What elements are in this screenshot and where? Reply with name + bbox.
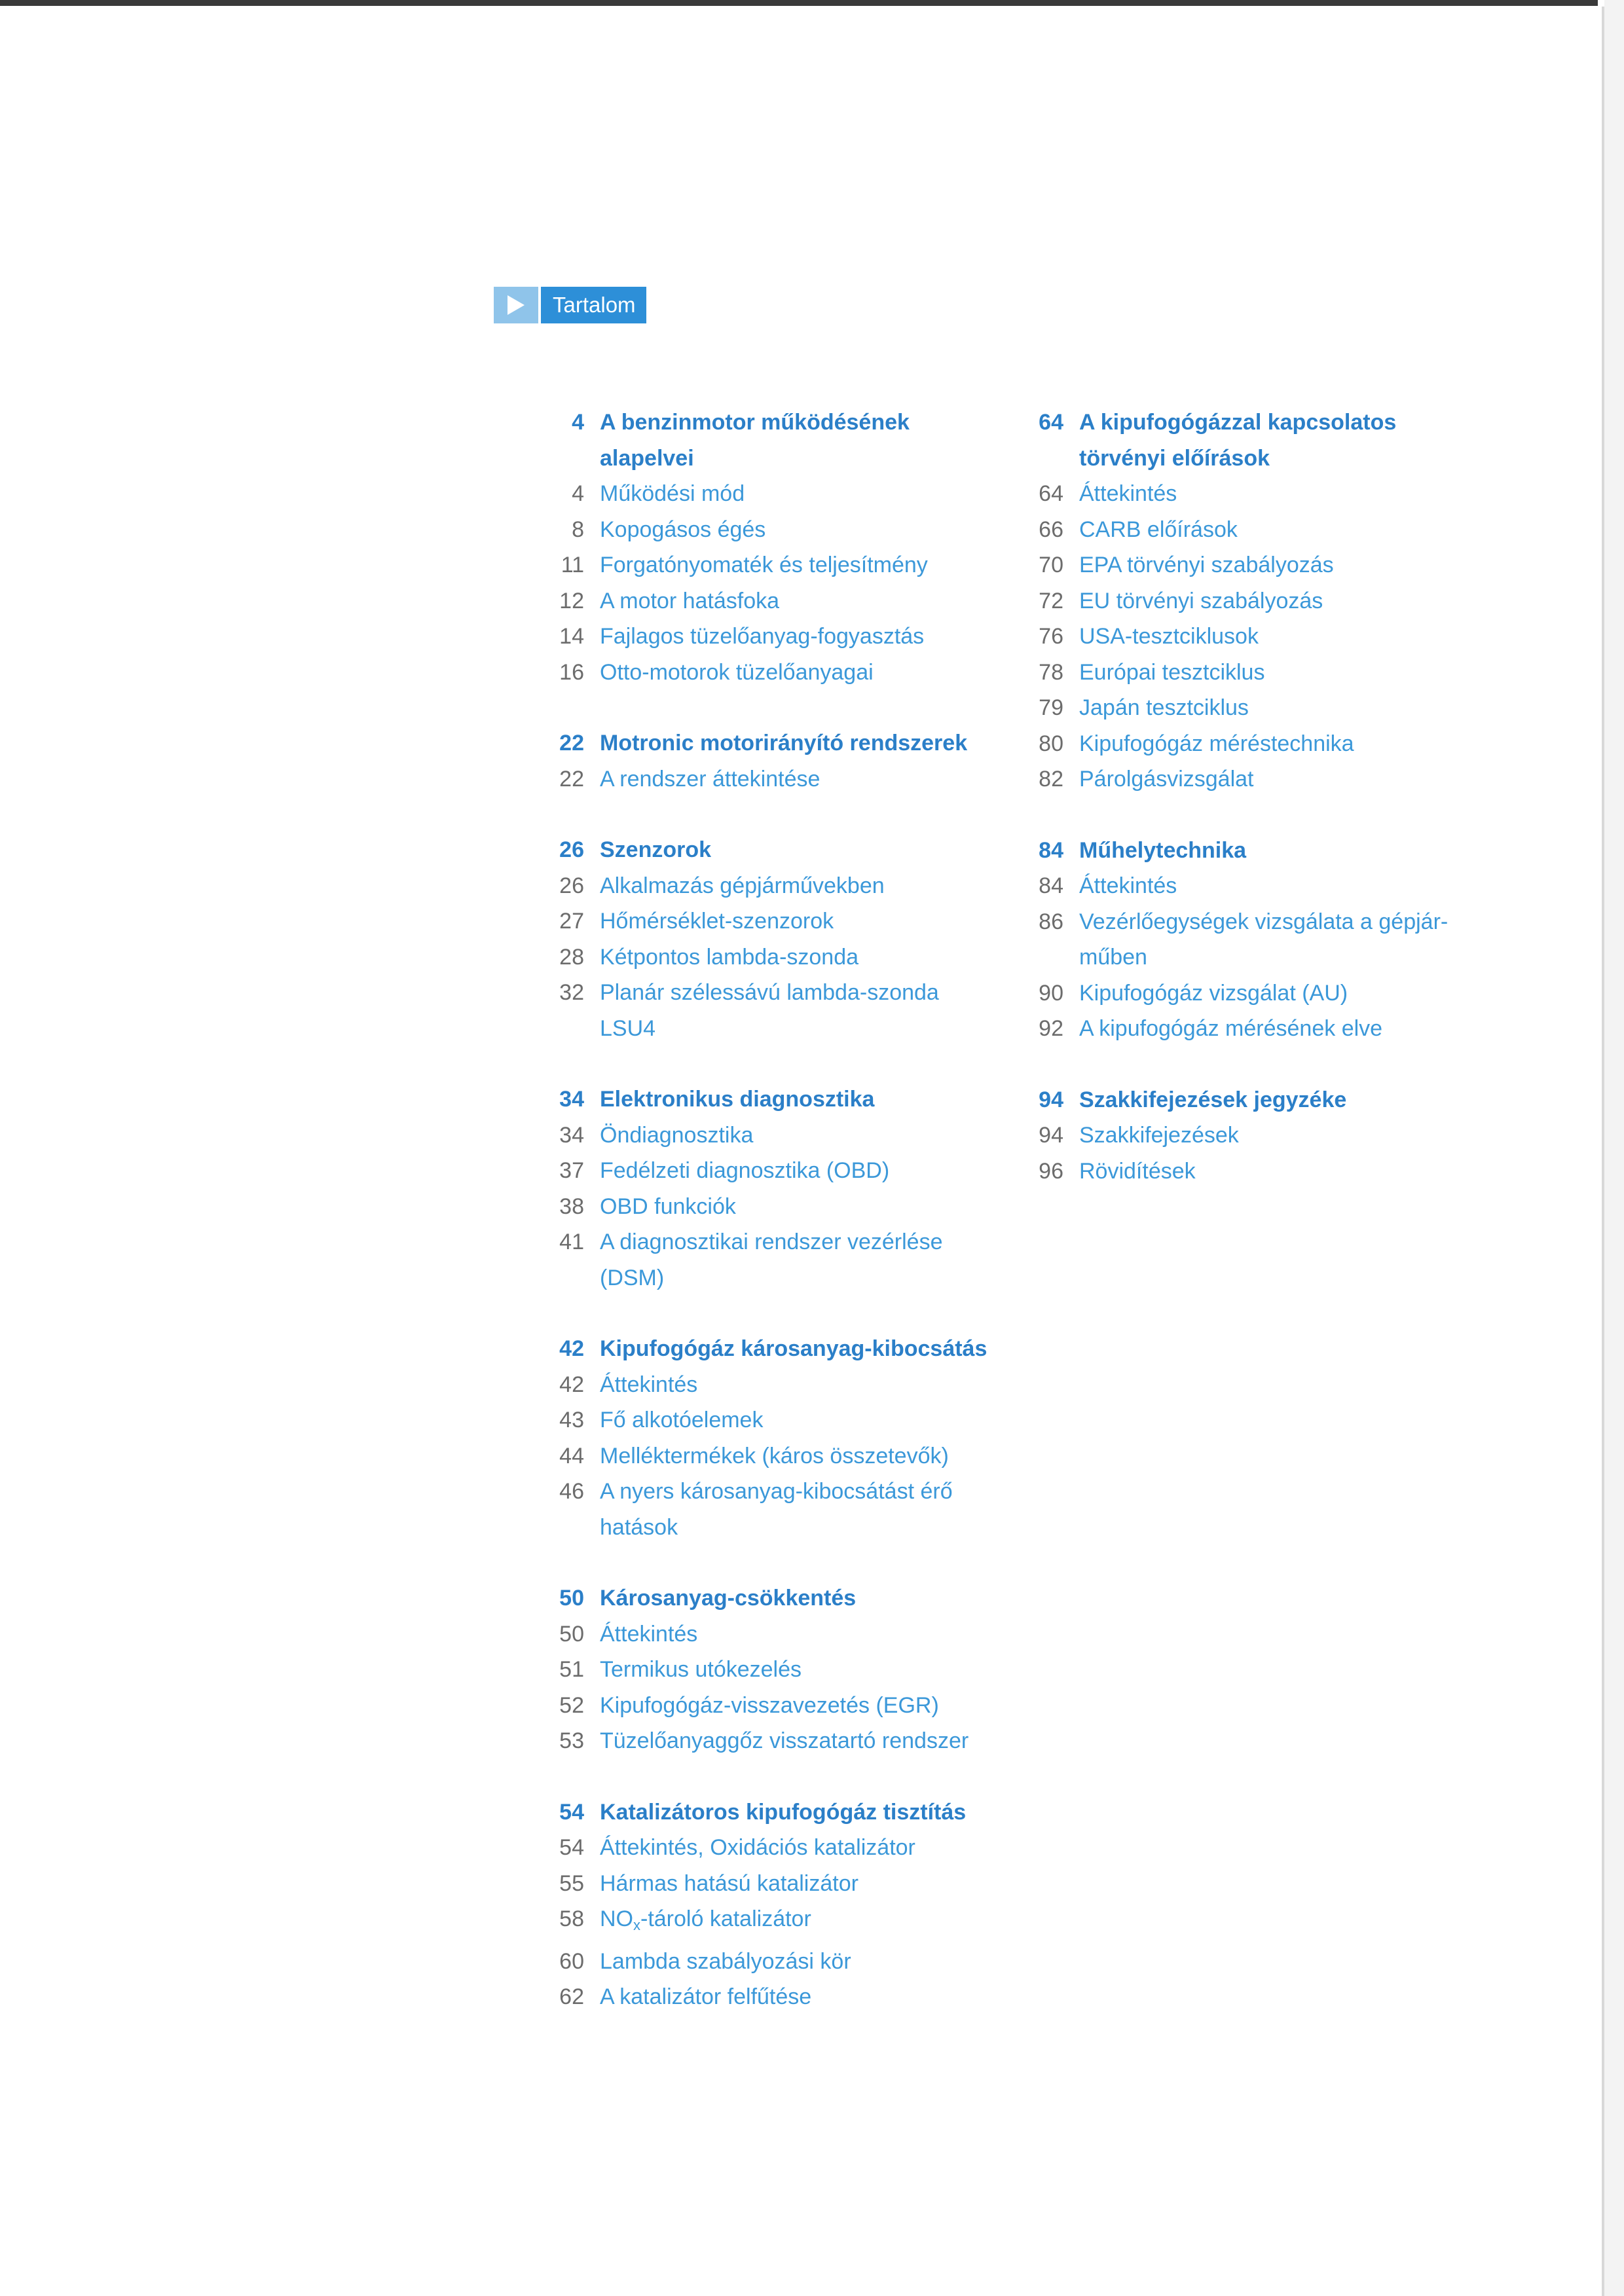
entry-page-number: 37	[559, 1158, 584, 1183]
entry-title-subscript: x	[633, 1917, 640, 1933]
toc-entry[interactable]	[544, 761, 989, 797]
toc-entry[interactable]	[544, 1652, 989, 1688]
entry-page-number: 41	[559, 1230, 584, 1254]
toc-entry[interactable]	[1023, 726, 1481, 762]
entry-title-rest: -tároló katalizátor	[640, 1906, 811, 1931]
toc-entry[interactable]	[544, 1979, 989, 2015]
toc-section	[544, 1795, 989, 2015]
entry-title: Áttekintés	[600, 1372, 698, 1397]
entry-page-number: 60	[559, 1948, 584, 1974]
toc-section	[1023, 405, 1481, 797]
entry-page-number: 82	[1039, 767, 1063, 792]
toc-section	[544, 1082, 989, 1296]
section-title: Motronic motorirányító rendszerek	[600, 731, 968, 756]
entry-page-number: 62	[559, 1984, 584, 2009]
entry-page-number: 86	[1039, 909, 1063, 934]
entry-title: Forgatónyomaték és teljesítmény	[600, 553, 928, 577]
entry-title: EPA törvényi szabályozás	[1079, 553, 1334, 577]
section-title: Szakkifejezések jegyzéke	[1079, 1087, 1347, 1112]
entry-title: OBD funkciók	[600, 1194, 736, 1219]
section-title: Katalizátoros kipufogógáz tisztítás	[600, 1799, 967, 1825]
toc-entry[interactable]	[544, 1189, 989, 1225]
entry-title: Kopogásos égés	[600, 517, 766, 542]
entry-page-number: 55	[559, 1870, 584, 1896]
section-page-number: 42	[559, 1336, 584, 1361]
entry-page-number: 32	[559, 980, 584, 1005]
section-page-number: 34	[559, 1087, 584, 1112]
entry-title: Áttekintés, Oxidációs katalizátor	[600, 1835, 915, 1860]
entry-page-number: 64	[1039, 481, 1063, 506]
toc-entry[interactable]	[544, 1367, 989, 1403]
toc-entry[interactable]	[1023, 761, 1481, 797]
toc-entry[interactable]	[544, 1830, 989, 1866]
entry-title: Kétpontos lambda-szonda	[600, 944, 859, 970]
toc-entry[interactable]	[544, 1402, 989, 1438]
section-title: A benzinmotor működésének alapelvei	[600, 410, 910, 471]
toc-entry[interactable]	[544, 547, 989, 583]
toc-entry[interactable]	[544, 583, 989, 619]
toc-entry[interactable]	[1023, 1011, 1481, 1047]
section-heading[interactable]	[544, 405, 989, 476]
entry-title: Kipufogógáz méréstechnika	[1079, 731, 1354, 756]
entry-title: USA-tesztciklusok	[1079, 624, 1259, 649]
section-heading[interactable]	[1023, 1082, 1481, 1118]
entry-page-number: 54	[559, 1835, 584, 1860]
entry-page-number: 4	[572, 481, 584, 506]
entry-title: Hármas hatású katalizátor	[600, 1870, 858, 1896]
entry-page-number: 78	[1039, 659, 1063, 685]
toc-entry[interactable]	[1023, 583, 1481, 619]
entry-page-number: 34	[559, 1122, 584, 1148]
entry-title: Európai tesztciklus	[1079, 659, 1265, 685]
toc-entry[interactable]	[544, 1118, 989, 1154]
tab-arrow-box	[494, 287, 538, 323]
entry-page-number: 53	[559, 1728, 584, 1753]
section-heading[interactable]	[544, 1082, 989, 1118]
toc-section	[1023, 1082, 1481, 1190]
toc-section	[544, 832, 989, 1046]
entry-page-number: 38	[559, 1194, 584, 1219]
play-arrow-icon	[507, 295, 525, 315]
section-page-number: 4	[572, 410, 584, 435]
entry-title: CARB előírások	[1079, 517, 1238, 542]
entry-title: Működési mód	[600, 481, 745, 506]
section-page-number: 54	[559, 1799, 584, 1825]
page-edge-line	[1602, 7, 1604, 2296]
toc-entry[interactable]	[544, 1474, 989, 1545]
section-heading[interactable]	[544, 1580, 989, 1616]
entry-page-number: 94	[1039, 1123, 1063, 1148]
entry-title: Vezérlőegységek vizsgálata a gépjár-műben	[1079, 909, 1449, 970]
toc-entry[interactable]	[544, 939, 989, 975]
entry-page-number: 84	[1039, 873, 1063, 898]
toc-section	[1023, 833, 1481, 1047]
toc-section	[544, 1580, 989, 1759]
entry-title: EU törvényi szabályozás	[1079, 588, 1323, 613]
section-heading[interactable]	[1023, 833, 1481, 869]
entry-title: Fedélzeti diagnosztika (OBD)	[600, 1158, 890, 1183]
section-title: Kipufogógáz károsanyag-kibocsátás	[600, 1336, 987, 1361]
toc-section	[544, 725, 989, 797]
entry-title: A motor hatásfoka	[600, 588, 780, 613]
entry-page-number: 72	[1039, 588, 1063, 613]
section-page-number: 26	[559, 837, 584, 862]
entry-title: Alkalmazás gépjárművekben	[600, 873, 885, 898]
entry-page-number: 50	[559, 1621, 584, 1647]
toc-entry[interactable]	[1023, 547, 1481, 583]
entry-page-number: 80	[1039, 731, 1063, 756]
toc-right-column	[1023, 405, 1481, 1224]
entry-title	[600, 1901, 989, 1944]
entry-title: Lambda szabályozási kör	[600, 1948, 851, 1974]
toc-entry[interactable]	[544, 1153, 989, 1189]
entry-page-number: 76	[1039, 624, 1063, 649]
entry-page-number: 26	[559, 873, 584, 898]
section-title: Károsanyag-csökkentés	[600, 1586, 857, 1611]
toc-entry[interactable]	[1023, 476, 1481, 512]
entry-page-number: 11	[561, 553, 584, 577]
section-page-number: 22	[559, 731, 584, 756]
toc-entry[interactable]	[544, 619, 989, 655]
top-edge-rule	[0, 0, 1598, 6]
entry-page-number: 12	[559, 588, 584, 613]
entry-title: Japán tesztciklus	[1079, 695, 1249, 720]
toc-entry[interactable]	[544, 655, 989, 691]
toc-left-column	[544, 405, 989, 2050]
section-heading[interactable]	[544, 1795, 989, 1831]
page-edge-shadow	[1604, 0, 1624, 2296]
entry-title: Hőmérséklet-szenzorok	[600, 909, 834, 934]
section-page-number: 94	[1039, 1087, 1063, 1112]
entry-page-number: 79	[1039, 695, 1063, 720]
toc-entry[interactable]	[1023, 690, 1481, 726]
toc-entry[interactable]	[1023, 904, 1481, 975]
toc-entry[interactable]	[544, 1438, 989, 1474]
entry-page-number: 42	[559, 1372, 584, 1397]
entry-title: Fajlagos tüzelőanyag-fogyasztás	[600, 624, 925, 649]
entry-title: Szakkifejezések	[1079, 1123, 1239, 1148]
entry-title: A rendszer áttekintése	[600, 766, 821, 792]
entry-page-number: 66	[1039, 517, 1063, 542]
entry-title: Áttekintés	[600, 1621, 698, 1647]
entry-page-number: 44	[559, 1443, 584, 1468]
toc-entry[interactable]	[544, 975, 989, 1046]
toc-entry[interactable]	[544, 476, 989, 512]
entry-title: Áttekintés	[1079, 481, 1177, 506]
toc-section	[544, 405, 989, 690]
section-heading[interactable]	[1023, 405, 1481, 476]
entry-title: A diagnosztikai rendszer vezérlése (DSM)	[600, 1230, 943, 1290]
entry-title: A kipufogógáz mérésének elve	[1079, 1016, 1383, 1041]
entry-title: Planár szélessávú lambda-szonda LSU4	[600, 980, 939, 1041]
toc-entry[interactable]	[1023, 512, 1481, 548]
toc-entry[interactable]	[1023, 655, 1481, 691]
section-heading[interactable]	[544, 725, 989, 761]
entry-page-number: 96	[1039, 1158, 1063, 1184]
entry-page-number: 92	[1039, 1016, 1063, 1041]
entry-title: Termikus utókezelés	[600, 1657, 802, 1682]
toc-entry[interactable]	[1023, 868, 1481, 904]
entry-page-number: 14	[559, 624, 584, 649]
section-page-number: 50	[559, 1586, 584, 1611]
section-heading[interactable]	[544, 1331, 989, 1367]
section-title: Műhelytechnika	[1079, 837, 1247, 863]
section-title: A kipufogógázzal kapcsolatos törvényi előírások	[1079, 410, 1397, 471]
toc-entry[interactable]	[544, 903, 989, 939]
entry-page-number: 46	[559, 1479, 584, 1504]
toc-entry[interactable]	[544, 1688, 989, 1724]
entry-page-number: 8	[572, 517, 584, 542]
toc-entry[interactable]	[1023, 1154, 1481, 1190]
toc-entry[interactable]	[544, 1866, 989, 1902]
entry-title: Fő alkotóelemek	[600, 1408, 764, 1432]
toc-entry[interactable]	[544, 868, 989, 904]
toc-header-tab	[494, 287, 646, 323]
entry-title: Áttekintés	[1079, 873, 1177, 898]
entry-page-number: 22	[559, 766, 584, 792]
entry-page-number: 51	[559, 1657, 584, 1682]
toc-entry[interactable]	[544, 1944, 989, 1980]
toc-entry[interactable]	[1023, 619, 1481, 655]
toc-entry[interactable]	[544, 1901, 989, 1944]
entry-title: Otto-motorok tüzelőanyagai	[600, 659, 874, 685]
toc-entry[interactable]	[1023, 975, 1481, 1011]
entry-title: Kipufogógáz-visszavezetés (EGR)	[600, 1692, 939, 1718]
entry-title-main: NO	[600, 1906, 633, 1931]
section-heading[interactable]	[544, 832, 989, 868]
entry-page-number: 70	[1039, 553, 1063, 577]
entry-title: Párolgásvizsgálat	[1079, 767, 1254, 792]
entry-page-number: 27	[559, 909, 584, 934]
toc-entry[interactable]	[544, 1224, 989, 1296]
entry-title: Melléktermékek (káros összetevők)	[600, 1443, 949, 1468]
toc-entry[interactable]	[544, 512, 989, 548]
entry-title: Öndiagnosztika	[600, 1122, 754, 1148]
section-page-number: 64	[1039, 410, 1063, 435]
section-title: Elektronikus diagnosztika	[600, 1087, 875, 1112]
toc-entry[interactable]	[1023, 1118, 1481, 1154]
entry-page-number: 90	[1039, 980, 1063, 1006]
entry-title: Kipufogógáz vizsgálat (AU)	[1079, 980, 1348, 1006]
entry-title: A katalizátor felfűtése	[600, 1984, 812, 2009]
section-title: Szenzorok	[600, 837, 712, 862]
entry-page-number: 58	[559, 1906, 584, 1931]
entry-page-number: 16	[559, 659, 584, 685]
toc-section	[544, 1331, 989, 1545]
toc-entry[interactable]	[544, 1723, 989, 1759]
entry-title: A nyers károsanyag-kibocsátást érő hatások	[600, 1479, 953, 1540]
entry-page-number: 43	[559, 1408, 584, 1432]
entry-title: Rövidítések	[1079, 1158, 1196, 1184]
section-page-number: 84	[1039, 837, 1063, 863]
entry-page-number: 52	[559, 1692, 584, 1718]
toc-entry[interactable]	[544, 1616, 989, 1652]
toc-title: Tartalom	[541, 287, 646, 323]
entry-title: Tüzelőanyaggőz visszatartó rendszer	[600, 1728, 969, 1753]
entry-page-number: 28	[559, 944, 584, 970]
